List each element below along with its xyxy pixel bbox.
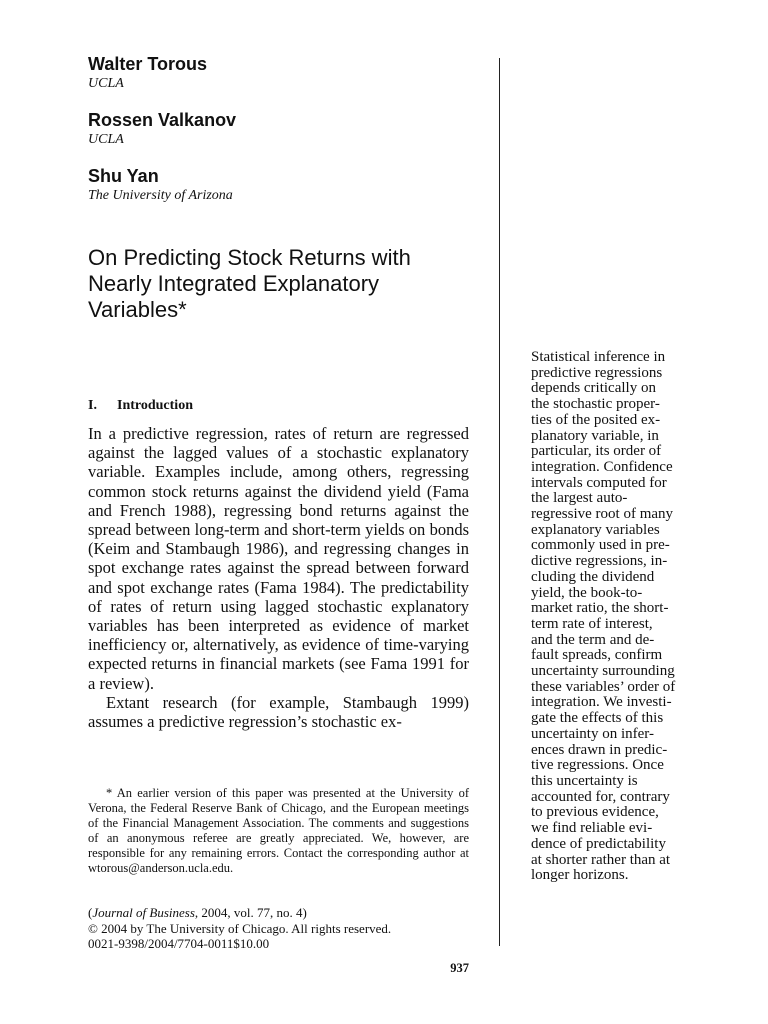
author-entry xyxy=(88,110,488,148)
abstract-line: this uncertainty is xyxy=(531,772,638,789)
body-paragraph: In a predictive regression, rates of return are regressed against the lagged values of a stochastic explanatory variable. Examples include, among others, regressing common stock returns against the dividend yield (Fama and French 1988), regressing bond returns against the spread between long-term and short-term yields on bonds (Keim and Stambaugh 1986), and regressing changes in spot exchange rates against the spread between forward and spot exchange rates (Fama 1984). The predictability of rates of return using lagged stochastic explanatory variables has been interpreted as evidence of market inefficiency or, alternatively, as evidence of time-varying expected returns in financial markets (see Fama 1991 for a review). xyxy=(88,424,469,693)
abstract-line: Statistical inference in xyxy=(531,349,666,365)
abstract-line: accounted for, contrary xyxy=(531,788,670,805)
abstract-line: tive regressions. Once xyxy=(531,757,664,774)
abstract-line: gate the effects of this xyxy=(531,710,664,727)
journal-name: Journal of Business xyxy=(92,905,195,920)
abstract-line: to previous evidence, xyxy=(531,804,659,821)
abstract-line: we find reliable evi- xyxy=(531,820,653,837)
abstract-line: uncertainty on infer- xyxy=(531,725,654,742)
body-text xyxy=(88,424,469,731)
abstract-line: the stochastic proper- xyxy=(531,396,660,413)
author-name: Rossen Valkanov xyxy=(88,110,237,130)
citation-block xyxy=(88,905,488,952)
issn-code: 0021-9398/2004/7704-0011$10.00 xyxy=(88,936,270,951)
abstract-line: commonly used in pre- xyxy=(531,537,670,554)
paper-title xyxy=(88,245,488,323)
page-number: 937 xyxy=(450,961,469,975)
abstract-line: intervals computed for xyxy=(531,474,667,491)
abstract-line: ences drawn in predic- xyxy=(531,741,668,758)
abstract-line: planatory variable, in xyxy=(531,427,659,444)
abstract-line: term rate of interest, xyxy=(531,615,653,632)
abstract-line: and the term and de- xyxy=(531,631,655,648)
abstract-line: depends critically on xyxy=(531,380,656,397)
citation-paren: ( xyxy=(88,905,93,920)
abstract-line: fault spreads, confirm xyxy=(531,647,663,664)
section-heading xyxy=(88,398,193,414)
abstract-line: integration. We investi- xyxy=(531,694,672,711)
author-affiliation: The University of Arizona xyxy=(88,188,233,203)
abstract-line: market ratio, the short- xyxy=(531,600,669,617)
abstract-line: at shorter rather than at xyxy=(531,851,671,868)
author-name: Walter Torous xyxy=(88,54,208,74)
copyright-line: © 2004 by The University of Chicago. All rights reserved. xyxy=(88,920,392,936)
abstract-line: dictive regressions, in- xyxy=(531,553,668,570)
abstract-line: explanatory variables xyxy=(531,521,660,538)
abstract-line: integration. Confidence xyxy=(531,458,673,475)
title-line: On Predicting Stock Returns with xyxy=(88,245,411,270)
author-affiliation: UCLA xyxy=(88,132,124,147)
abstract-line: yield, the book-to- xyxy=(531,584,643,601)
footnote xyxy=(88,786,469,876)
body-paragraph: Extant research (for example, Stambaugh 1999) assumes a predictive regression’s stochastic ex- xyxy=(88,692,469,732)
section-title: Introduction xyxy=(117,398,193,413)
journal-details: , 2004, vol. 77, no. 4) xyxy=(194,905,307,920)
author-entry xyxy=(88,54,488,92)
abstract-line: uncertainty surrounding xyxy=(531,663,675,680)
author-block xyxy=(88,54,488,222)
abstract-line: longer horizons. xyxy=(531,867,629,884)
title-line: Variables* xyxy=(88,297,187,322)
section-number: I. xyxy=(88,398,97,413)
column-divider xyxy=(499,58,500,946)
author-affiliation: UCLA xyxy=(88,76,124,91)
footnote-text: * An earlier version of this paper was presented at the University of Verona, the Federal Reserve Bank of Chicago, and the European meetings of the Financial Management Association. The comments and suggestions of an anonymous referee are greatly appreciated. We, however, are responsible for any remaining errors. Contact the corresponding author at wtorous@anderson.ucla.edu. xyxy=(88,786,469,875)
abstract-sidebar xyxy=(531,350,711,884)
author-entry xyxy=(88,166,488,204)
abstract-line: these variables’ order of xyxy=(531,678,676,695)
abstract-line: predictive regressions xyxy=(531,364,663,381)
title-line: Nearly Integrated Explanatory xyxy=(88,271,380,296)
journal-reference xyxy=(88,905,488,921)
abstract-line: ties of the posited ex- xyxy=(531,411,661,428)
abstract-line: the largest auto- xyxy=(531,490,628,507)
abstract-line: dence of predictability xyxy=(531,835,666,852)
abstract-line: particular, its order of xyxy=(531,443,662,460)
abstract-line: regressive root of many xyxy=(531,506,674,523)
author-name: Shu Yan xyxy=(88,166,159,186)
abstract-line: cluding the dividend xyxy=(531,568,655,585)
